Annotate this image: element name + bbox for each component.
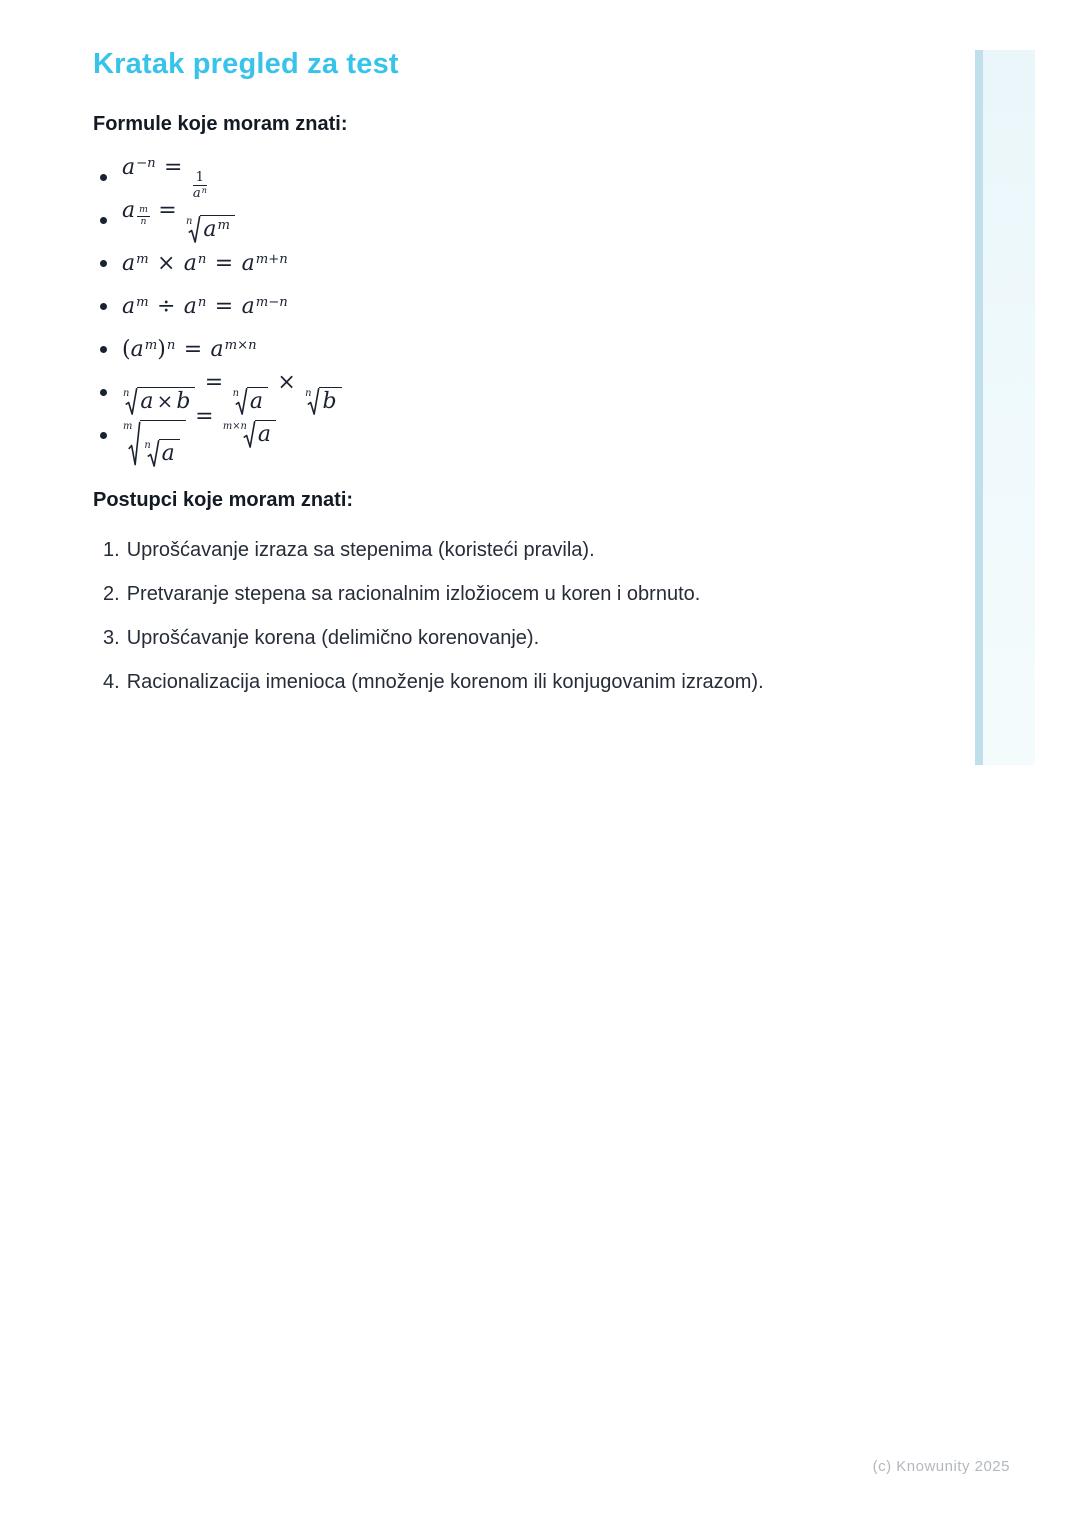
copyright-footer: (c) Knowunity 2025 (872, 1458, 1010, 1475)
formula-list (100, 154, 1080, 467)
procedure-number: 2. (103, 583, 120, 606)
formulas-heading: Formule koje moram znati: (93, 113, 348, 136)
page-title: Kratak pregled za test (93, 48, 399, 80)
procedure-number: 3. (103, 627, 120, 650)
formula-math: $a^{-n}$ = $\frac{1}{a^n}$ (122, 154, 207, 201)
formula-item (100, 285, 1080, 328)
procedure-item (103, 628, 1080, 649)
formula-item (100, 242, 1080, 285)
procedure-number: 1. (103, 539, 120, 562)
formula-math: $(a^m)^n = a^{m\times n}$ (122, 337, 257, 363)
procedure-list (103, 540, 1080, 693)
bullet-dot-icon (100, 346, 107, 353)
procedure-number: 4. (103, 671, 120, 694)
procedure-text: Uprošćavanje korena (delimično korenovanje). (126, 627, 540, 650)
procedure-item (103, 540, 1080, 561)
procedure-text: Pretvaranje stepena sa racionalnim izložiocem u koren i obrnuto. (126, 583, 701, 606)
formula-math: $a^m \div a^n = a^{m-n}$ (122, 294, 288, 320)
formula-math: $a^m \times a^n = a^{m+n}$ (122, 251, 288, 277)
formula-math: m n a = m×n a (122, 404, 277, 469)
procedure-item (103, 672, 1080, 693)
procedure-text: Racionalizacija imenioca (množenje korenom ili konjugovanim izrazom). (126, 671, 764, 694)
formula-item (100, 199, 1080, 242)
bullet-dot-icon (100, 389, 107, 396)
procedure-item (103, 584, 1080, 605)
bullet-dot-icon (100, 174, 107, 181)
formula-item (100, 328, 1080, 371)
bullet-dot-icon (100, 217, 107, 224)
formula-math: n a × b = n a × n b (122, 370, 343, 416)
procedures-heading: Postupci koje moram znati: (93, 489, 354, 512)
formula-item (100, 156, 1080, 199)
formula-math: a $\frac{m}{n}$ = n $a^m$ (122, 198, 236, 244)
formula-item (100, 403, 1080, 467)
right-accent-bar (975, 50, 1035, 765)
bullet-dot-icon (100, 260, 107, 267)
procedure-text: Uprošćavanje izraza sa stepenima (koristeći pravila). (126, 539, 595, 562)
bullet-dot-icon (100, 432, 107, 439)
bullet-dot-icon (100, 303, 107, 310)
